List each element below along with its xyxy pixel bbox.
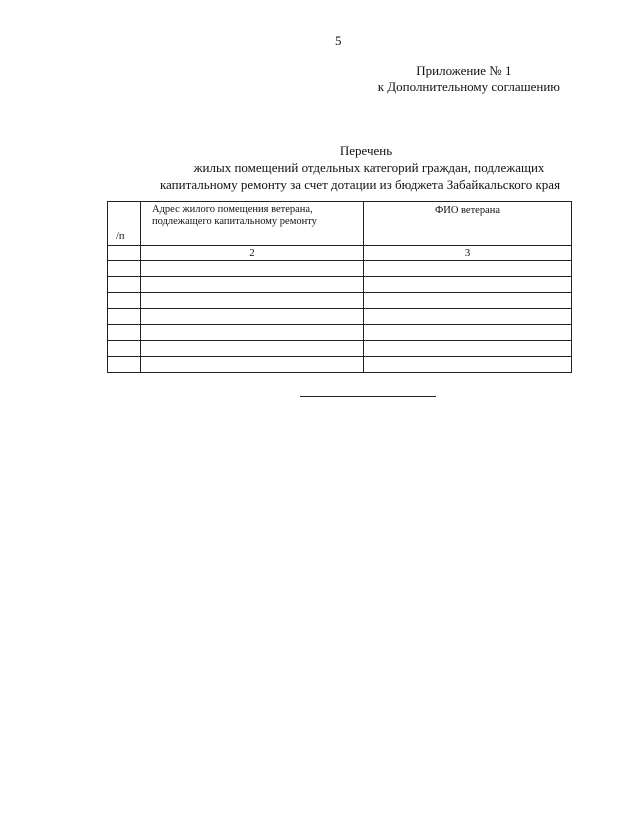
appendix-line-1: Приложение № 1 bbox=[416, 63, 512, 78]
table-cell bbox=[141, 325, 364, 341]
veterans-housing-table bbox=[107, 201, 572, 373]
table-cell bbox=[108, 357, 141, 373]
table-cell bbox=[364, 293, 572, 309]
table-row bbox=[108, 261, 572, 277]
table-cell bbox=[108, 341, 141, 357]
table-row bbox=[108, 309, 572, 325]
title-line-3: капитальному ремонту за счет дотации из бюджета Забайкальского края bbox=[159, 177, 561, 192]
table-cell bbox=[141, 293, 364, 309]
table-cell bbox=[141, 309, 364, 325]
header-fio-label: ФИО ветерана bbox=[434, 205, 501, 216]
page-number: 5 bbox=[335, 33, 342, 48]
column-number-1 bbox=[108, 246, 141, 261]
header-number-label: /п bbox=[116, 231, 125, 242]
table-cell bbox=[364, 341, 572, 357]
table-cell bbox=[141, 261, 364, 277]
header-address-label: Адрес жилого помещения ветерана, подлежащего капитальному ремонту bbox=[152, 204, 317, 227]
table-cell bbox=[108, 293, 141, 309]
table-cell bbox=[141, 357, 364, 373]
table-cell bbox=[108, 325, 141, 341]
table-cell bbox=[364, 325, 572, 341]
table-row bbox=[108, 357, 572, 373]
table-cell bbox=[141, 277, 364, 293]
closing-underline bbox=[300, 396, 436, 397]
column-number-row bbox=[108, 246, 572, 261]
table-cell bbox=[141, 341, 364, 357]
table-cell bbox=[108, 309, 141, 325]
appendix-heading bbox=[377, 63, 560, 95]
table-header-row bbox=[108, 202, 572, 246]
table-row bbox=[108, 277, 572, 293]
column-number-2: 2 bbox=[141, 246, 364, 261]
table-row bbox=[108, 341, 572, 357]
appendix-line-2: к Дополнительному соглашению bbox=[377, 79, 560, 94]
table-cell bbox=[364, 357, 572, 373]
table-row bbox=[108, 325, 572, 341]
header-address-cell bbox=[141, 202, 364, 246]
document-title bbox=[110, 142, 590, 193]
table-cell bbox=[364, 261, 572, 277]
table-cell bbox=[364, 309, 572, 325]
table-row bbox=[108, 293, 572, 309]
header-fio-cell bbox=[364, 202, 572, 246]
title-line-2: жилых помещений отдельных категорий граждан, подлежащих bbox=[193, 160, 545, 175]
table-cell bbox=[108, 277, 141, 293]
column-number-3: 3 bbox=[364, 246, 572, 261]
table-cell bbox=[364, 277, 572, 293]
title-line-1: Перечень bbox=[339, 143, 393, 158]
header-number-cell bbox=[108, 202, 141, 246]
table-cell bbox=[108, 261, 141, 277]
